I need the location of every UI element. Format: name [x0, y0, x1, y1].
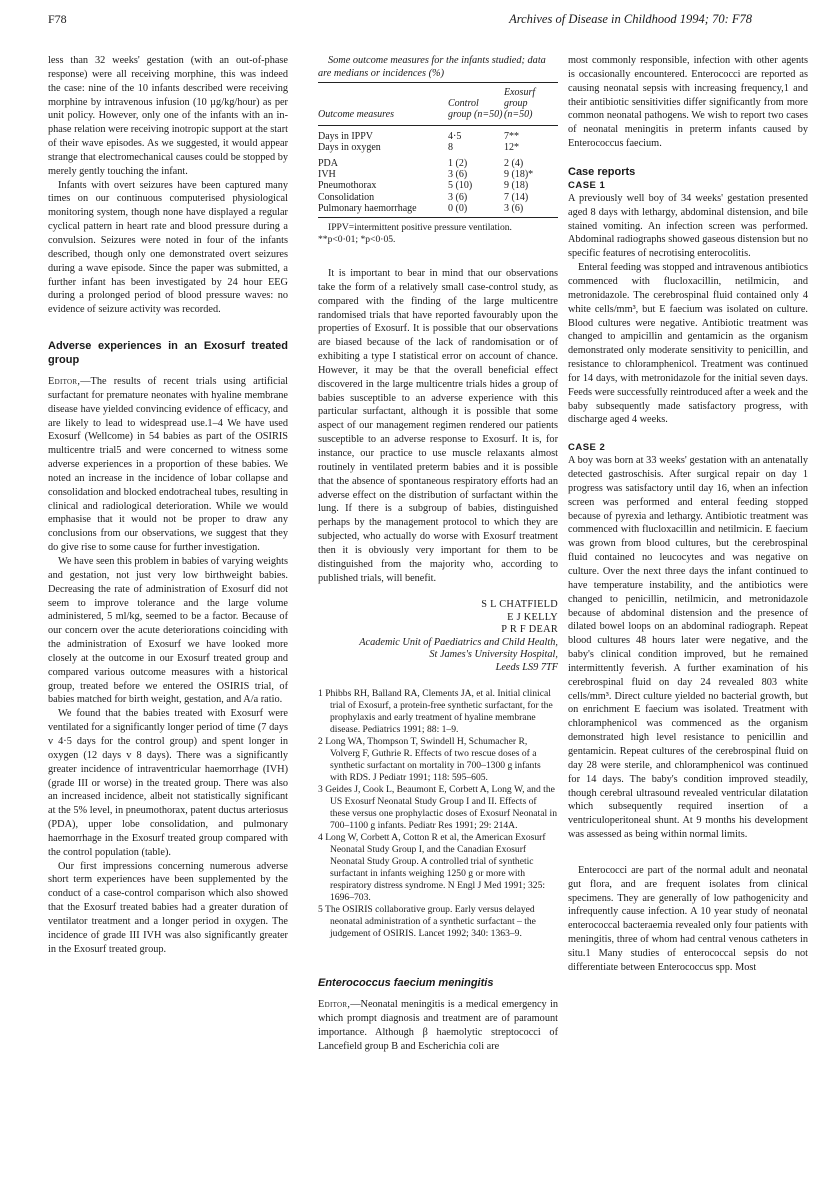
column-2 — [318, 54, 558, 1054]
paragraph: Our first impressions concerning numerous adverse short term experiences have been supplemented by the conduct of a case-control comparison which also showed that the Exosurf treated babies had a greater duration of ventilator treatment and a longer period in oxygen. The incidence of grade III IVH was also significantly greater in the Exosurf treated group. — [48, 860, 288, 955]
author-name: S L CHATFIELD — [481, 599, 558, 611]
cell-control: 8 — [448, 141, 453, 153]
paragraph: Enteral feeding was stopped and intravenous antibiotics commenced with flucloxacillin, netilmicin, and metronidazole. The cerebrospinal fluid contained only 4 white cells/mm³, but E faecium was isolated on culture. Blood cultures were negative. Antibiotic treatment was changed to ampicillin and gentamicin as the organism demonstrated only moderate sensitivity to penicillin, and resistance to chloramphenicol. Treatment was continued for 14 days, with metronidazole for the initial seven days. Feeds were successfully reintroduced after a week and the baby subsequently made satisfactory progress, with discharge aged 4 weeks. — [568, 262, 808, 426]
table-row — [318, 192, 558, 203]
editor-label: Editor, — [318, 999, 351, 1011]
cell-measure: Pneumothorax — [318, 180, 377, 192]
cell-exosurf: 7 (14) — [504, 191, 529, 203]
editor-label: Editor, — [48, 376, 81, 388]
cell-exosurf: 9 (18) — [504, 180, 529, 192]
cell-measure: Days in oxygen — [318, 141, 381, 153]
cell-control: 3 (6) — [448, 191, 468, 203]
table-footnote — [318, 222, 558, 245]
reference-item: 2 Long WA, Thompson T, Swindell H, Schumacher R, Volverg F, Guthrie R. Effects of two rescue doses of a synthetic surfactant on mortality in 700–1300 g infants with RDS. J Pediatr 1991; 118: 595–605. — [318, 736, 541, 784]
header-outcome: Outcome measures — [318, 83, 448, 126]
paragraph: A boy was born at 33 weeks' gestation with an antenatally detected gastroschisis. After surgical repair on day 1 progress was satisfactory until day 16, when an infection screen was performed and enteral feeding stopped because of pyrexia and lethargy. Antibiotic treatment was commenced with flucloxacillin and netilmicin. E faecium was grown from blood cultures, but the cerebrospinal fluid contained no leucocytes and was negative on culture. Over the next three days the infant continued to have temperature instability, and the antibiotics were changed to penicillin, netilmicin, and metronidazole because of abdominal distension and the presence of dilated bowel loops on an abdominal radiograph. Repeat blood cultures 48 hours later were negative, and the baby's clinical condition improved, but he remained intermittently feverish. A further examination of his cerebrospinal fluid on day 24 revealed 803 white cells/mm³. Direct culture yielded no bacterial growth, but on enrichment E faecium was isolated. Treatment with chloramphenicol was commenced as the organism demonstrated high level resistance to penicillin and gentamicin. Repeat cultures of the cerebrospinal fluid on day 28 were sterile, and chloramphenicol was continued for 14 days. The baby's condition improved steadily, though cerebral ultrasound revealed ventricular dilatation which subsequently required insertion of a ventriculoperitoneal shunt. At 9 months his development was assessed as being within normal limits. — [568, 455, 808, 841]
reference-item: 3 Geides J, Cook L, Beaumont E, Corbett A, Long W, and the US Exosurf Neonatal Study Group I and II. Effects of these versus one prophylactic doses of Exosurf Neonatal in 700–1100 g infants. Pediatr Res 1991; 29: 214A. — [318, 784, 557, 832]
paragraph: It is important to bear in mind that our observations take the form of a relatively small case-control study, as compared with the finding of the large multicentre randomised trials that have reported favourably upon the properties of Exosurf. It is possible that our observations are biased because of the lack of randomisation or of exhibiting a type I statistical error on account of chance. However, it may be that the overall beneficial effect discovered in the large multicentre trials hides a group of babies susceptible to an adverse experience with this particular surfactant, although it is possible that some aspect of our management regimen rendered our patients susceptible to an adverse response to Exosurf. It is, for instance, our practice to use muscle relaxants almost routinely in ventilated preterm babies and it is possible that the absence of spontaneous respiratory efforts had an adverse effect on the distribution of surfactant within the lung. If there is a subgroup of babies, distinguished perhaps by the management protocol to which they are subjected, who actually do worse with Exosurf treatment then it is obviously very important for them to be distinguished from the majority who, according to published trials, will benefit. — [318, 268, 558, 584]
column-1 — [48, 54, 288, 956]
reference-item: 1 Phibbs RH, Balland RA, Clements JA, et al. Initial clinical trial of Exosurf, a protein-free synthetic surfactant, for the prophylaxis and early treatment of hyaline membrane disease. Pediatrics 1991; 88: 1–9. — [318, 688, 553, 736]
cell-exosurf: 3 (6) — [504, 203, 558, 218]
paragraph: We have seen this problem in babies of varying weights and gestation, not just very low birthweight babies. Decreasing the rate of administration of Exosurf did not seem to improve tolerance and the large volume administered, 5 ml/kg, seemed to be a factor. Because of our concern over the acute deteriorations coinciding with the administration of Exosurf we have looked more closely at the outcome in our Exosurf treated group and compared various outcome measures with a historical group, treated before we entered the OSIRIS trial, of babies matched for birth weight, gestation, and A/a ratio. — [48, 556, 288, 706]
case-1-label: CASE 1 — [568, 179, 606, 191]
table-caption: Some outcome measures for the infants studied; data are medians or incidences (%) — [318, 55, 546, 79]
author-name: E J KELLY — [507, 611, 558, 623]
cell-control: 4·5 — [448, 130, 462, 142]
column-3 — [568, 54, 808, 975]
table-row — [318, 142, 558, 153]
cell-measure: Pulmonary haemorrhage — [318, 203, 448, 218]
section-title-enterococcus: Enterococcus faecium meningitis — [318, 977, 494, 990]
cell-measure: Consolidation — [318, 191, 375, 203]
cell-exosurf: 9 (18)* — [504, 169, 534, 181]
footnote-abbrev: IPPV=intermittent positive pressure ventilation. — [328, 222, 512, 234]
paragraph: Infants with overt seizures have been captured many times on our continuous computerised physiological monitoring system, though none have displayed a regular cyclical pattern in heart rate and blood pressure during a convulsion. Seizures were noted in four of the infants described, though only one demonstrated overt seizures during a wave episode. Since the paper was submitted, a further infant has been investigated by 24 hour EEG during a prolonged period of blood pressure waves: no evidence of seizure activity was recorded. — [48, 179, 288, 316]
paragraph — [318, 998, 558, 1053]
footnote-significance: **p<0·01; *p<0·05. — [318, 233, 396, 245]
affiliation: St James's University Hospital, — [429, 649, 558, 661]
cell-exosurf: 2 (4) — [504, 158, 524, 170]
affiliation: Academic Unit of Paediatrics and Child Health, — [359, 636, 558, 648]
paragraph: We found that the babies treated with Exosurf were ventilated for a significantly longer period of time (7 days v 4·5 days for the control group) and spent longer in oxygen (12 days v 8 days). There was a significantly greater incidence of intraventricular haemorrhage (IVH) (grade III or worse) in the treated group. There was also an increased incidence, albeit not statistically significant at the 5% level, in pneumothorax, patent ductus arteriosus (PDA), upper lobe consolidation, and pulmonary haemorrhage in the Exosurf treated group compared with the control population (table). — [48, 708, 288, 858]
cell-measure: IVH — [318, 169, 336, 181]
paragraph: most commonly responsible, infection with other agents is occasionally encountered. Enterococci are reported as causing neonatal sepsis with increasing frequency,1 and their antibiotic sensitivities differ significantly from more common neonatal pathogens. We wish to report two cases of neonatal meningitis in preterm infants caused by Enterococcus faecium. — [568, 55, 808, 150]
header-exosurf: Exosurf group (n=50) — [504, 83, 558, 126]
table-row — [318, 153, 558, 169]
header-control: Control group (n=50) — [448, 83, 504, 126]
paragraph: less than 32 weeks' gestation (with an out-of-phase response) were all receiving morphine, this was indeed the case: nine of the 10 infants described were receiving morphine by intravenous infusion (10 µg/kg/hour) as per unit policy. However, only one of the infants with an in-phase relation were receiving inotropic support at the start of their wave episodes. As we suggested, it would appear strange that electromechanical causes could be stopped by merely gently touching the infant. — [48, 55, 288, 177]
paragraph-text: —The results of recent trials using artificial surfactant for premature neonates with hyaline membrane disease have yielded convincing evidence of efficacy, and are likely to lead to widespread use.1–4 We have used Exosurf (Wellcome) in 54 babies as part of the OSIRIS multicentre trial5 and were concerned to witness some adverse experiences in a proportion of these babies. We noted an increase in the incidence of lobar collapse and consolidation and blocked endotracheal tubes, resulting in clinical and radiological deterioration. While we would emphasise that it would not be proper to draw any conclusions from our observations, we suggest that they do give rise to some cause for further investigation. — [48, 376, 288, 554]
reference-item: 5 The OSIRIS collaborative group. Early versus delayed neonatal administration of a synthetic surfactant – the judgement of OSIRIS. Lancet 1992; 340: 1363–9. — [318, 904, 536, 940]
cell-measure: Days in IPPV — [318, 130, 374, 142]
table-row — [318, 180, 558, 191]
case-reports-heading: Case reports — [568, 165, 636, 178]
paragraph: A previously well boy of 34 weeks' gestation presented aged 8 days with lethargy, abdominal distension, and bile stained vomiting. An infection screen was performed. Abdominal radiographs showed gaseous distension but no specific features of necrotising enterocolitis. — [568, 192, 808, 260]
section-title-exosurf: Adverse experiences in an Exosurf treated group — [48, 340, 288, 367]
author-name: P R F DEAR — [501, 624, 558, 636]
affiliation: Leeds LS9 7TF — [495, 661, 558, 673]
outcome-table — [318, 82, 558, 218]
cell-control: 1 (2) — [448, 158, 468, 170]
paragraph: Enterococci are part of the normal adult and neonatal gut flora, and are frequent isolates from clinical specimens. They are generally of low pathogenicity and infrequently cause infection. A 10 year study of neonatal enterococcal bacteraemia revealed only four patients with meningitis, three of whom had central venous catheters in situ.1 Many studies of enterococcal sepsis do not differentiate between Enterococcus spp. Most — [568, 864, 808, 973]
reference-list — [318, 688, 558, 940]
cell-control: 5 (10) — [448, 180, 473, 192]
paragraph-text: —Neonatal meningitis is a medical emergency in which prompt diagnosis and treatment are of paramount importance. Although β haemolytic streptococci of Lancefield group B and Escherichia coli are — [318, 999, 558, 1052]
cell-control: 0 (0) — [448, 203, 504, 218]
case-2-label: CASE 2 — [568, 442, 606, 454]
page-code: F78 — [48, 12, 67, 26]
table-row — [318, 125, 558, 142]
paragraph — [48, 375, 288, 555]
table-header-row — [318, 83, 558, 126]
reference-item: 4 Long W, Corbett A, Cotton R et al, the American Exosurf Neonatal Study Group I, and the Canadian Exosurf Neonatal Study Group. A controlled trial of synthetic surfactant in infants weighing 1250 g or more with respiratory distress syndrome. N Engl J Med 1991; 325: 1696–703. — [318, 832, 546, 904]
cell-measure: PDA — [318, 158, 339, 170]
journal-running-head: Archives of Disease in Childhood 1994; 70: F78 — [509, 12, 752, 26]
table-row — [318, 169, 558, 180]
cell-exosurf: 12* — [504, 141, 519, 153]
cell-control: 3 (6) — [448, 169, 468, 181]
table-row — [318, 203, 558, 218]
cell-exosurf: 7** — [504, 130, 519, 142]
